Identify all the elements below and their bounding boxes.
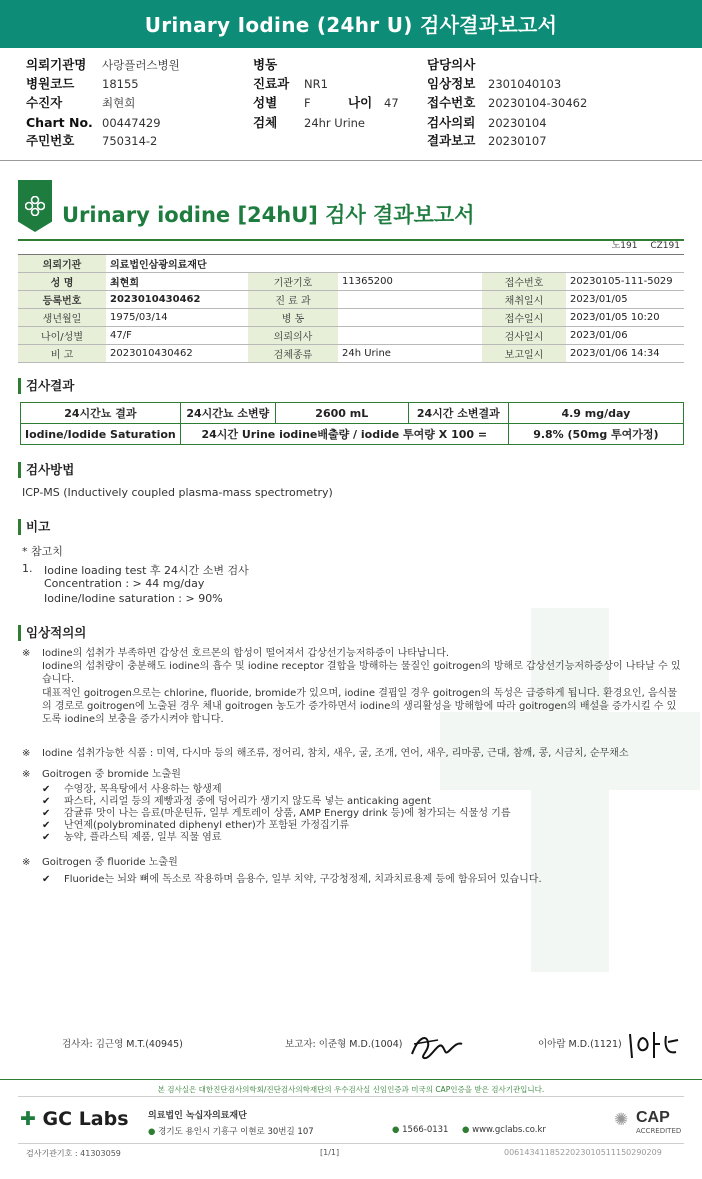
brand-name: GC Labs	[42, 1108, 129, 1130]
list-item: ✔ 감귤류 맛이 나는 음료(마운틴듀, 일부 게토레이 상품, AMP Energy drink 등)에 첨가되는 식물성 기름	[22, 808, 684, 820]
page-number: [1/1]	[320, 1148, 340, 1157]
accreditation-note: 본 검사실은 대한진단검사의학회/진단검사의학재단의 우수검사실 신임인증과 미국의 CAP인증을 받은 검사기관입니다.	[157, 1085, 545, 1094]
result-cell: Iodine/Iodide Saturation	[21, 424, 181, 445]
result-table	[20, 402, 684, 445]
report-code-1: 노191	[611, 241, 638, 251]
info-value: 2023/01/06 14:34	[566, 345, 684, 363]
info-value	[338, 291, 482, 309]
info-key: 기관기호	[248, 273, 338, 291]
note-mark: ※	[22, 648, 31, 659]
footer-divider	[18, 1096, 684, 1097]
footer-divider	[0, 1079, 702, 1080]
clinical-heading: 임상적의의	[18, 625, 86, 641]
table-row	[21, 403, 684, 424]
specimen-value: 24hr Urine	[304, 116, 366, 130]
info-key: 의뢰의사	[248, 327, 338, 345]
hospital-value: 사랑플러스병원	[102, 58, 180, 72]
food-note	[22, 747, 684, 760]
globe-icon: ●	[462, 1125, 470, 1135]
gc-labs-logo	[20, 1108, 129, 1130]
footer-divider	[18, 1143, 684, 1144]
report-code-2: CZ191	[650, 241, 680, 251]
patient-value: 최현희	[102, 96, 136, 110]
note-paragraph	[22, 747, 684, 760]
patient-label: 수진자	[26, 95, 63, 110]
info-value: 24h Urine	[338, 345, 482, 363]
institution-code: 검사기관기호 : 41303059	[26, 1149, 121, 1158]
note-paragraph	[22, 768, 684, 781]
phone-text: 1566-0131	[402, 1125, 449, 1135]
list-item: ✔ 농약, 플라스틱 제품, 일부 직물 염료	[22, 832, 684, 844]
rrn-label: 주민번호	[26, 133, 75, 148]
info-key: 보고일시	[482, 345, 566, 363]
table-row	[18, 255, 684, 273]
result-heading: 검사결과	[18, 378, 74, 394]
clinical-value: 2301040103	[488, 77, 562, 91]
info-value: 2023/01/05 10:20	[566, 309, 684, 327]
dept-label: 진료과	[253, 76, 290, 91]
patient-info-table	[18, 254, 684, 363]
report-header	[0, 0, 702, 48]
address-text: 경기도 용인시 기흥구 이현로 30번길 107	[158, 1127, 314, 1137]
report-date-label: 결과보고	[427, 133, 476, 148]
code-label: 병원코드	[26, 76, 75, 91]
list-item: ✔ 수영장, 목욕탕에서 사용하는 항생제	[22, 784, 684, 796]
result-cell: 4.9 mg/day	[508, 403, 683, 424]
table-row	[21, 424, 684, 445]
accession-label: 접수번호	[427, 95, 476, 110]
note-mark: ※	[22, 748, 31, 759]
info-key: 성 명	[18, 273, 106, 291]
info-key: 검체종류	[248, 345, 338, 363]
gc-cross-icon: ✚	[20, 1108, 36, 1130]
sex-label: 성별	[253, 95, 278, 110]
clinical-label: 임상정보	[427, 76, 476, 91]
table-row	[18, 345, 684, 363]
request-value: 20230104	[488, 116, 547, 130]
website-text[interactable]: www.gclabs.co.kr	[472, 1125, 546, 1135]
info-key: 접수번호	[482, 273, 566, 291]
report-header-title: Urinary Iodine (24hr U) 검사결과보고서	[144, 13, 558, 37]
result-cell: 2600 mL	[275, 403, 408, 424]
note-mark: ※	[22, 857, 31, 868]
chart-label: Chart No.	[26, 115, 93, 130]
result-cell: 24시간 Urine iodine배출량 / iodide 투여량 X 100 =	[180, 424, 508, 445]
sex-value: F	[304, 96, 311, 110]
info-key: 진 료 과	[248, 291, 338, 309]
info-value: 2023/01/06	[566, 327, 684, 345]
info-value: 47/F	[106, 327, 248, 345]
note-paragraph	[22, 647, 684, 726]
barcode-number: 0061434118522023010511150290209	[504, 1148, 662, 1157]
title-underline	[18, 239, 684, 241]
ward-label: 병동	[253, 57, 278, 72]
hospital-label: 의뢰기관명	[26, 57, 87, 72]
report-title: Urinary iodine [24hU] 검사 결과보고서	[62, 203, 475, 227]
cap-text: CAP	[636, 1109, 670, 1126]
report-date-value: 20230107	[488, 134, 547, 148]
note-text: 대표적인 goitrogen으로는 chlorine, fluoride, bromide가 있으며, iodine 결핍일 경우 goitrogen의 독성은 급증하게 됩니다. 환경요인, 음식물의 경로로 goitrogen에 노출된 경우 체내 goitrogen 농도가 증가하면서 iodine의 생리활성을 방해함에 따라 goitrogen의 배설을 증가시킬 수 있도록 iodine의 보충을 증가시켜야 합니다.	[42, 687, 678, 726]
accession-value: 20230104-30462	[488, 96, 588, 110]
method-text: ICP-MS (Inductively coupled plasma-mass spectrometry)	[22, 486, 333, 499]
handwritten-signature-icon	[624, 1028, 682, 1062]
info-value	[338, 309, 482, 327]
location-icon: ●	[148, 1127, 156, 1137]
clinical-notes	[22, 647, 684, 726]
code-value: 18155	[102, 77, 139, 91]
table-row	[18, 273, 684, 291]
remark-line: Concentration : > 44 mg/day	[44, 577, 205, 590]
fluoride-list	[22, 874, 684, 886]
info-value: 최현희	[106, 273, 248, 291]
result-cell: 24시간뇨 소변량	[180, 403, 275, 424]
remark-line: Iodine loading test 후 24시간 소변 검사	[44, 564, 249, 577]
dept-value: NR1	[304, 77, 328, 91]
note-text: Iodine 섭취가능한 식품 : 미역, 다시마 등의 해조류, 정어리, 참치, 새우, 굴, 조개, 연어, 새우, 리마콩, 근대, 참깨, 콩, 시금치, 순무채소	[42, 748, 629, 759]
info-key: 나이/성별	[18, 327, 106, 345]
info-value: 20230105-111-5029	[566, 273, 684, 291]
phone-icon: ●	[392, 1125, 400, 1135]
table-row	[18, 327, 684, 345]
doctor-label: 담당의사	[427, 57, 476, 72]
cap-sub-text: ACCREDITED	[636, 1127, 682, 1135]
handwritten-signature-icon	[408, 1028, 466, 1062]
note-text: Goitrogen 중 fluoride 노출원	[42, 857, 178, 868]
info-value: 11365200	[338, 273, 482, 291]
rrn-value: 750314-2	[102, 134, 158, 148]
info-key: 등록번호	[18, 291, 106, 309]
bromide-note	[22, 768, 684, 844]
remark-heading: 비고	[18, 519, 50, 535]
list-item: ✔ 난연제(polybrominated diphenyl ether)가 포함된 가정집기류	[22, 820, 684, 832]
table-row	[18, 309, 684, 327]
info-value: 2023010430462	[106, 291, 248, 309]
info-value: 2023010430462	[106, 345, 248, 363]
info-key: 병 동	[248, 309, 338, 327]
list-item: ✔ Fluoride는 뇌와 뼈에 독소로 작용하며 음용수, 일부 치약, 구강청정제, 치과치료용제 등에 함유되어 있습니다.	[22, 874, 684, 886]
fluoride-note	[22, 856, 684, 886]
info-value: 1975/03/14	[106, 309, 248, 327]
age-label: 나이	[348, 95, 373, 110]
remark-reference: * 참고치	[22, 545, 63, 558]
result-cell: 24시간 소변결과	[408, 403, 508, 424]
specimen-label: 검체	[253, 115, 278, 130]
info-key: 생년월일	[18, 309, 106, 327]
divider	[0, 160, 702, 161]
address	[148, 1125, 314, 1137]
info-key: 비 고	[18, 345, 106, 363]
signature-reporter: 보고자: 이준형 M.D.(1004)	[285, 1039, 403, 1050]
info-key: 검사일시	[482, 327, 566, 345]
age-value: 47	[384, 96, 399, 110]
result-cell: 9.8% (50mg 투여가정)	[508, 424, 683, 445]
note-paragraph	[22, 856, 684, 869]
info-key: 의뢰기관	[18, 255, 106, 273]
chart-value: 00447429	[102, 116, 161, 130]
table-row	[18, 291, 684, 309]
phone	[392, 1125, 448, 1135]
signature-third: 이아람 M.D.(1121)	[538, 1039, 622, 1050]
report-logo-icon	[18, 180, 52, 232]
note-text: Goitrogen 중 bromide 노출원	[42, 769, 181, 780]
bromide-list	[22, 784, 684, 844]
list-item: ✔ 파스타, 시리얼 등의 제빵과정 중에 덩어리가 생기지 않도록 넣는 anticaking agent	[22, 796, 684, 808]
note-text: Iodine의 섭취가 부족하면 갑상선 호르몬의 합성이 떨어져서 갑상선기능저하증이 나타납니다.	[42, 648, 450, 659]
order-meta	[0, 54, 702, 154]
remark-number: 1.	[22, 562, 33, 575]
info-value: 2023/01/05	[566, 291, 684, 309]
info-value: 의료법인삼광의료재단	[106, 255, 684, 273]
website[interactable]	[462, 1125, 546, 1135]
info-key: 접수일시	[482, 309, 566, 327]
note-text: Iodine의 섭취량이 충분해도 iodine의 흡수 및 iodine receptor 결합을 방해하는 물질인 goitrogen의 방해로 갑상선기능저하증상이 나타날 수 있습니다.	[42, 661, 681, 686]
method-heading: 검사방법	[18, 462, 74, 478]
result-cell: 24시간뇨 결과	[21, 403, 181, 424]
org-name: 의료법인 녹십자의료재단	[148, 1111, 247, 1121]
cap-seal-icon: ✺	[614, 1110, 629, 1130]
info-value	[338, 327, 482, 345]
remark-line: Iodine/Iodine saturation : > 90%	[44, 592, 223, 605]
note-mark: ※	[22, 769, 31, 780]
info-key: 채취일시	[482, 291, 566, 309]
request-label: 검사의뢰	[427, 115, 476, 130]
signature-tester: 검사자: 김근영 M.T.(40945)	[62, 1039, 183, 1050]
cap-accredited-badge	[612, 1110, 684, 1142]
